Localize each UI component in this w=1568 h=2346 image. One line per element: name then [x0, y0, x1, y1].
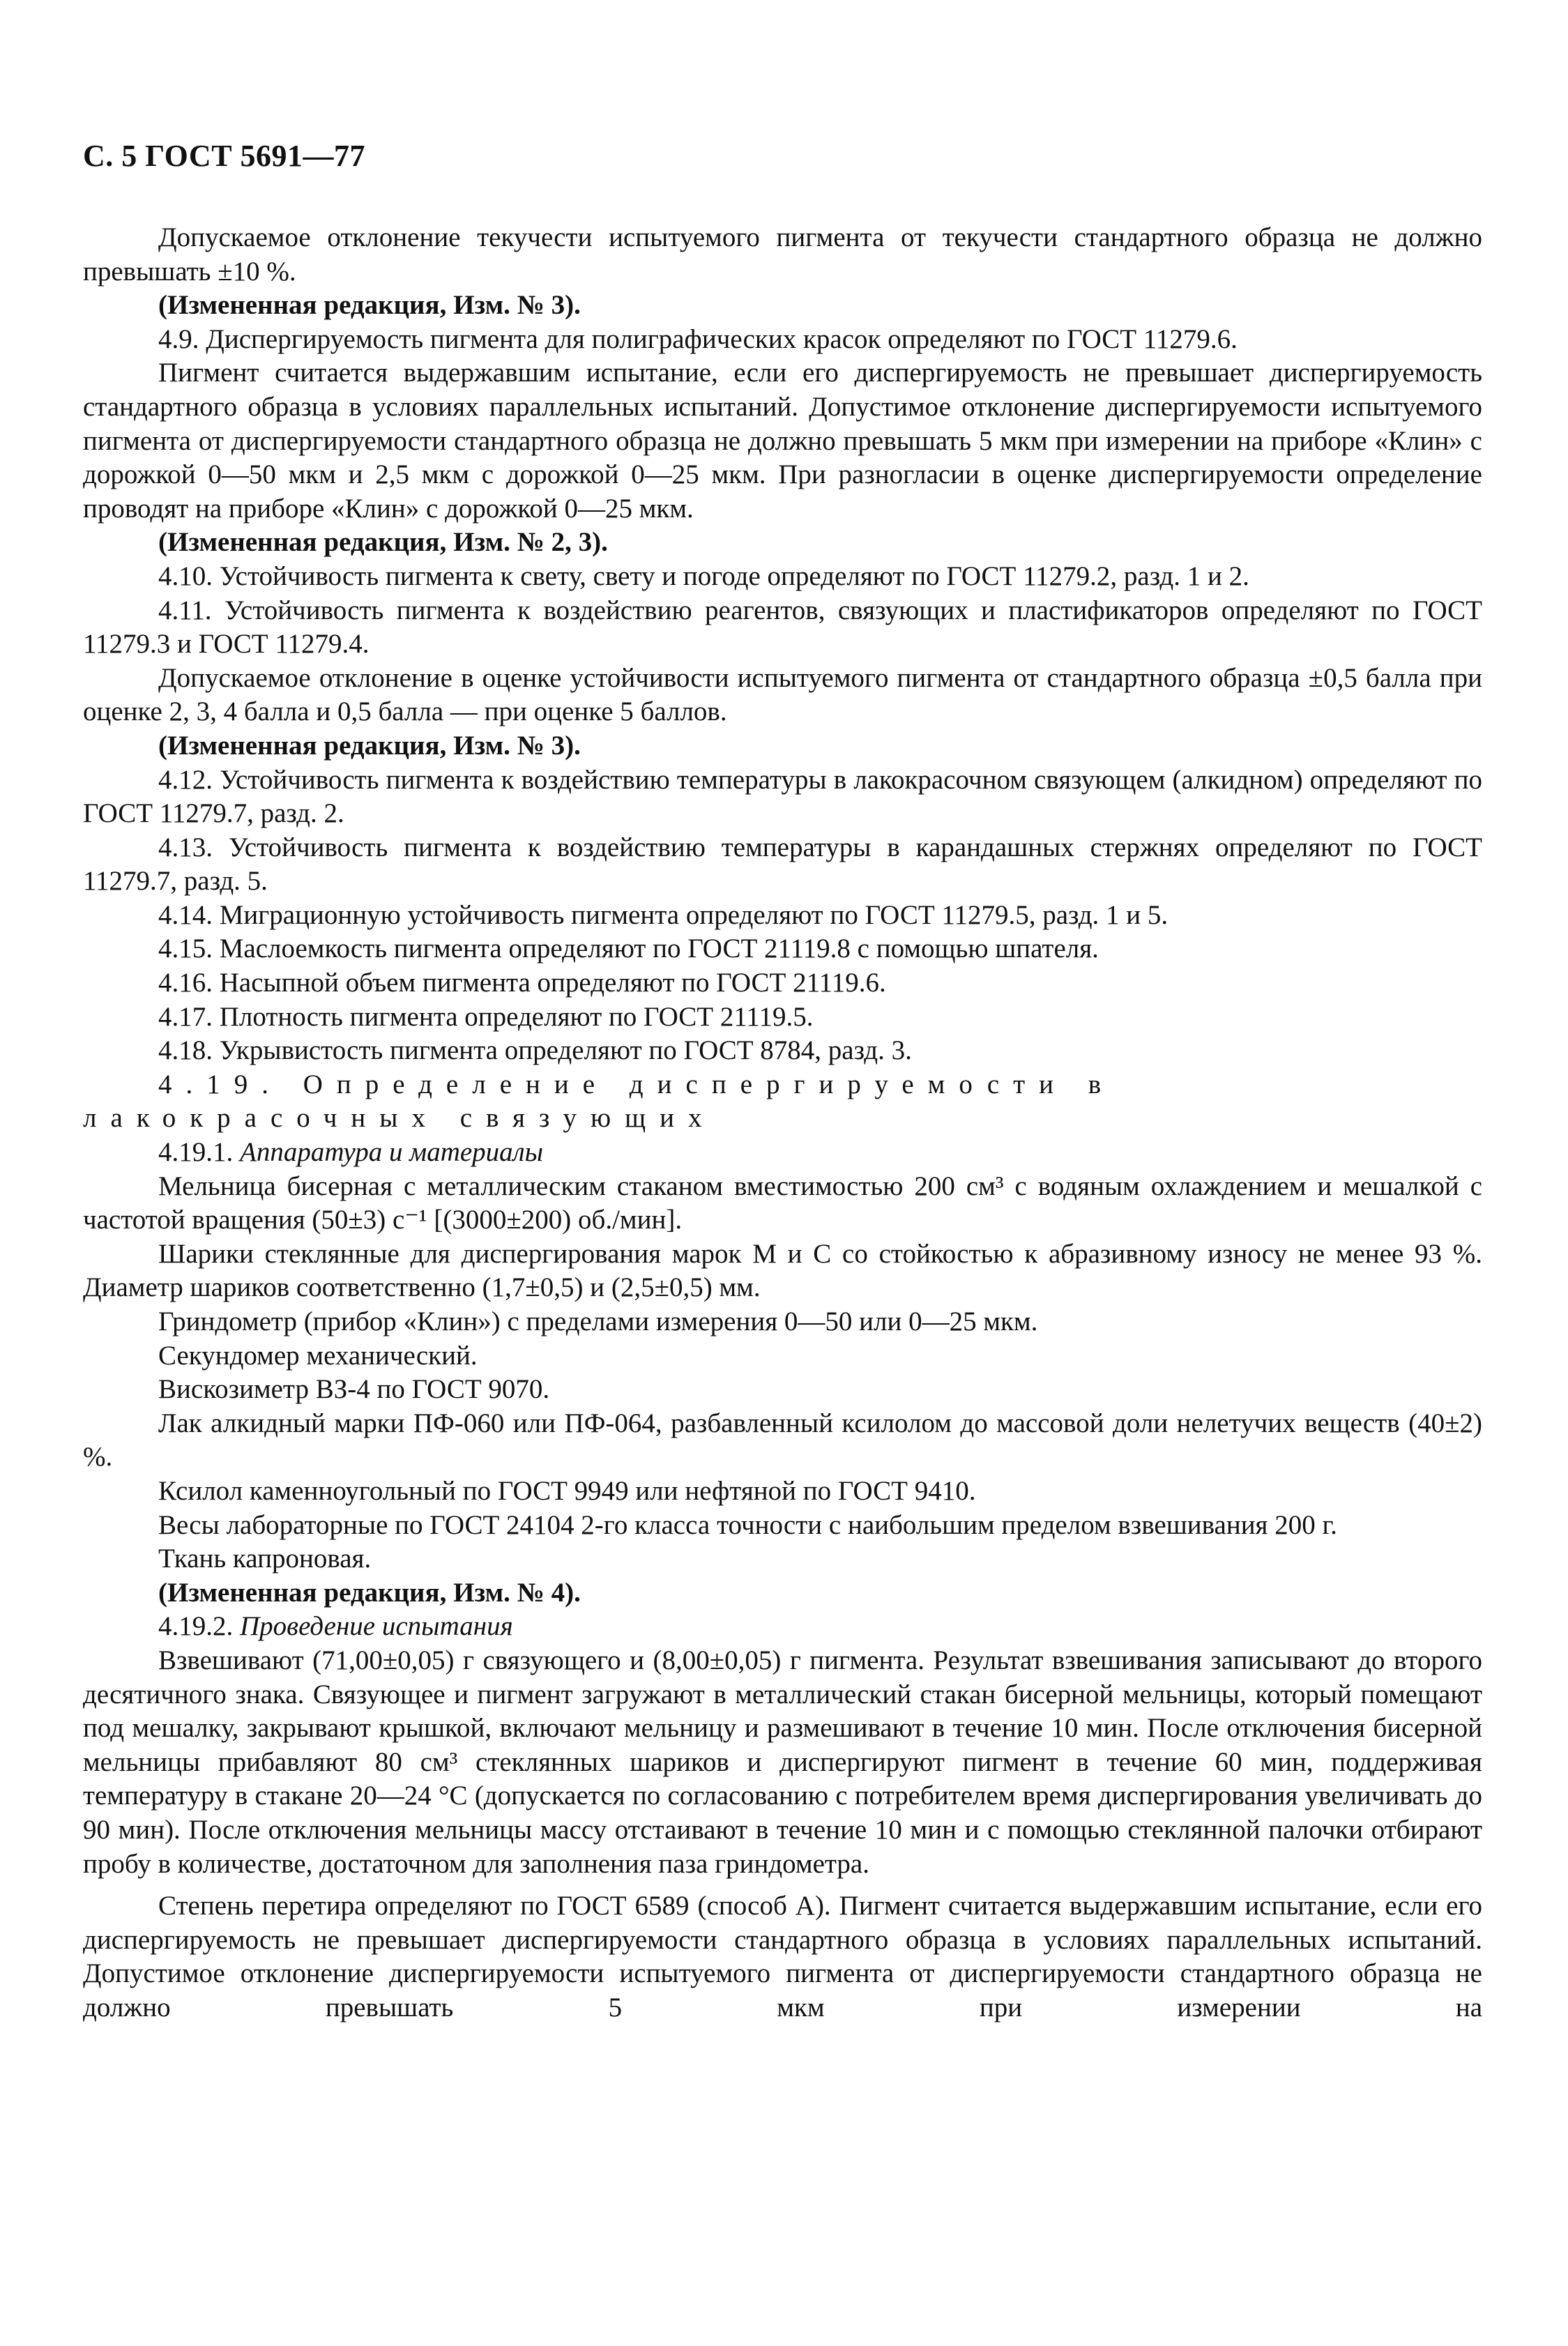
body-paragraph: Весы лабораторные по ГОСТ 24104 2-го класса точности с наибольшим пределом взвешивания 200 г. [158, 1509, 1337, 1540]
body-paragraph: 4.18. Укрывистость пигмента определяют по ГОСТ 8784, разд. 3. [158, 1035, 912, 1066]
amendment-note: (Измененная редакция, Изм. № 2, 3). [158, 527, 608, 558]
body-paragraph: Ксилол каменноугольный по ГОСТ 9949 или нефтяной по ГОСТ 9410. [158, 1475, 976, 1506]
body-paragraph: Секундомер механический. [158, 1340, 478, 1371]
subsection-title: Аппаратура и материалы [240, 1137, 544, 1168]
amendment-note: (Измененная редакция, Изм. № 3). [158, 730, 581, 761]
body-paragraph: Гриндометр (прибор «Клин») с пределами измерения 0—50 или 0—25 мкм. [158, 1307, 1038, 1336]
body-paragraph: Пигмент считается выдержавшим испытание, если его диспергируемость не превышает диспергируемость стандартного образца в условиях параллельных испытаний. Допустимое отклонение диспергируемости испытуемого пигмента от диспергируемости стандартного образца не должно превышать 5 мкм при измерении на приборе «Клин» с дорожкой 0—50 мкм и 2,5 мкм с дорожкой 0—25 мкм. При разногласии в оценке диспергируемости определение проводят на приборе «Клин» с дорожкой 0—25 мкм. [83, 358, 1482, 524]
body-paragraph: Вискозиметр ВЗ-4 по ГОСТ 9070. [158, 1374, 550, 1405]
subsection-heading [83, 1136, 1482, 1170]
body-paragraph: Взвешивают (71,00±0,05) г связующего и (8,00±0,05) г пигмента. Результат взвешивания записывают до второго десятичного знака. Связующее и пигмент загружают в металлический стакан бисерной мельницы, который помещают под мешалку, закрывают крышкой, включают мельницу и размешивают в течение 10 мин. После отключения бисерной мельницы прибавляют 80 см³ стеклянных шариков и диспергируют пигмент в течение 60 мин, поддерживая температуру в стакане 20—24 °С (допускается по согласованию с потребителем время диспергирования увеличивать до 90 мин). После отключения мельницы массу отстаивают в течение 10 мин и с помощью стеклянной палочки отбирают пробу в количестве, достаточном для заполнения паза гриндометра. [83, 1645, 1482, 1879]
body-paragraph: Степень перетира определяют по ГОСТ 6589 (способ А). Пигмент считается выдержавшим испытание, если его диспергируемость не превышает диспергируемости стандартного образца в условиях параллельных испытаний. Допустимое отклонение диспергируемости испытуемого пигмента от диспергируемости стандартного образца не должно превышать 5 мкм при измерении на [83, 1891, 1482, 2023]
body-paragraph: 4.11. Устойчивость пигмента к воздействию реагентов, связующих и пластификаторов определяют по ГОСТ 11279.3 и ГОСТ 11279.4. [83, 595, 1482, 660]
body-paragraph: 4.9. Диспергируемость пигмента для полиграфических красок определяют по ГОСТ 11279.6. [158, 323, 1238, 354]
body-paragraph: 4.17. Плотность пигмента определяют по ГОСТ 21119.5. [158, 1001, 814, 1032]
body-paragraph: 4.15. Маслоемкость пигмента определяют по ГОСТ 21119.8 с помощью шпателя. [158, 934, 1099, 964]
body-paragraph: 4.16. Насыпной объем пигмента определяют по ГОСТ 21119.6. [158, 968, 886, 998]
amendment-note: (Измененная редакция, Изм. № 4). [158, 1577, 581, 1608]
page-header: С. 5 ГОСТ 5691—77 [83, 139, 366, 173]
subsection-title: Проведение испытания [240, 1611, 513, 1642]
body-paragraph: Допускаемое отклонение текучести испытуемого пигмента от текучести стандартного образца не должно превышать ±10 %. [83, 222, 1482, 287]
document-body [83, 221, 1482, 2025]
paragraph-gap [83, 1881, 1482, 1889]
body-paragraph: 4.12. Устойчивость пигмента к воздействию температуры в лакокрасочном связующем (алкидном) определяют по ГОСТ 11279.7, разд. 2. [83, 764, 1482, 829]
section-heading: 4.19. Определение диспергируемости в лакокрасочных связующих [83, 1069, 1116, 1134]
body-paragraph: Шарики стеклянные для диспергирования марок М и С со стойкостью к абразивному износу не менее 93 %. Диаметр шариков соответственно (1,7±0,5) и (2,5±0,5) мм. [83, 1238, 1482, 1303]
body-paragraph: 4.10. Устойчивость пигмента к свету, свету и погоде определяют по ГОСТ 11279.2, разд. 1 и 2. [158, 561, 1249, 591]
body-paragraph: Лак алкидный марки ПФ-060 или ПФ-064, разбавленный ксилолом до массовой доли нелетучих веществ (40±2) %. [83, 1408, 1482, 1472]
body-paragraph: 4.13. Устойчивость пигмента к воздействию температуры в карандашных стержнях определяют по ГОСТ 11279.7, разд. 5. [83, 832, 1482, 897]
subsection-number: 4.19.2. [158, 1611, 234, 1642]
amendment-note: (Измененная редакция, Изм. № 3). [158, 290, 581, 321]
subsection-heading [83, 1610, 1482, 1644]
body-paragraph: Допускаемое отклонение в оценке устойчивости испытуемого пигмента от стандартного образца ±0,5 балла при оценке 2, 3, 4 балла и 0,5 балла — при оценке 5 баллов. [83, 662, 1482, 727]
subsection-number: 4.19.1. [158, 1137, 234, 1168]
body-paragraph: Мельница бисерная с металлическим стаканом вместимостью 200 см³ с водяным охлаждением и мешалкой с частотой вращения (50±3) с⁻¹ [(3000±200) об./мин]. [83, 1171, 1482, 1235]
body-paragraph: Ткань капроновая. [158, 1544, 372, 1574]
body-paragraph: 4.14. Миграционную устойчивость пигмента определяют по ГОСТ 11279.5, разд. 1 и 5. [158, 899, 1169, 930]
